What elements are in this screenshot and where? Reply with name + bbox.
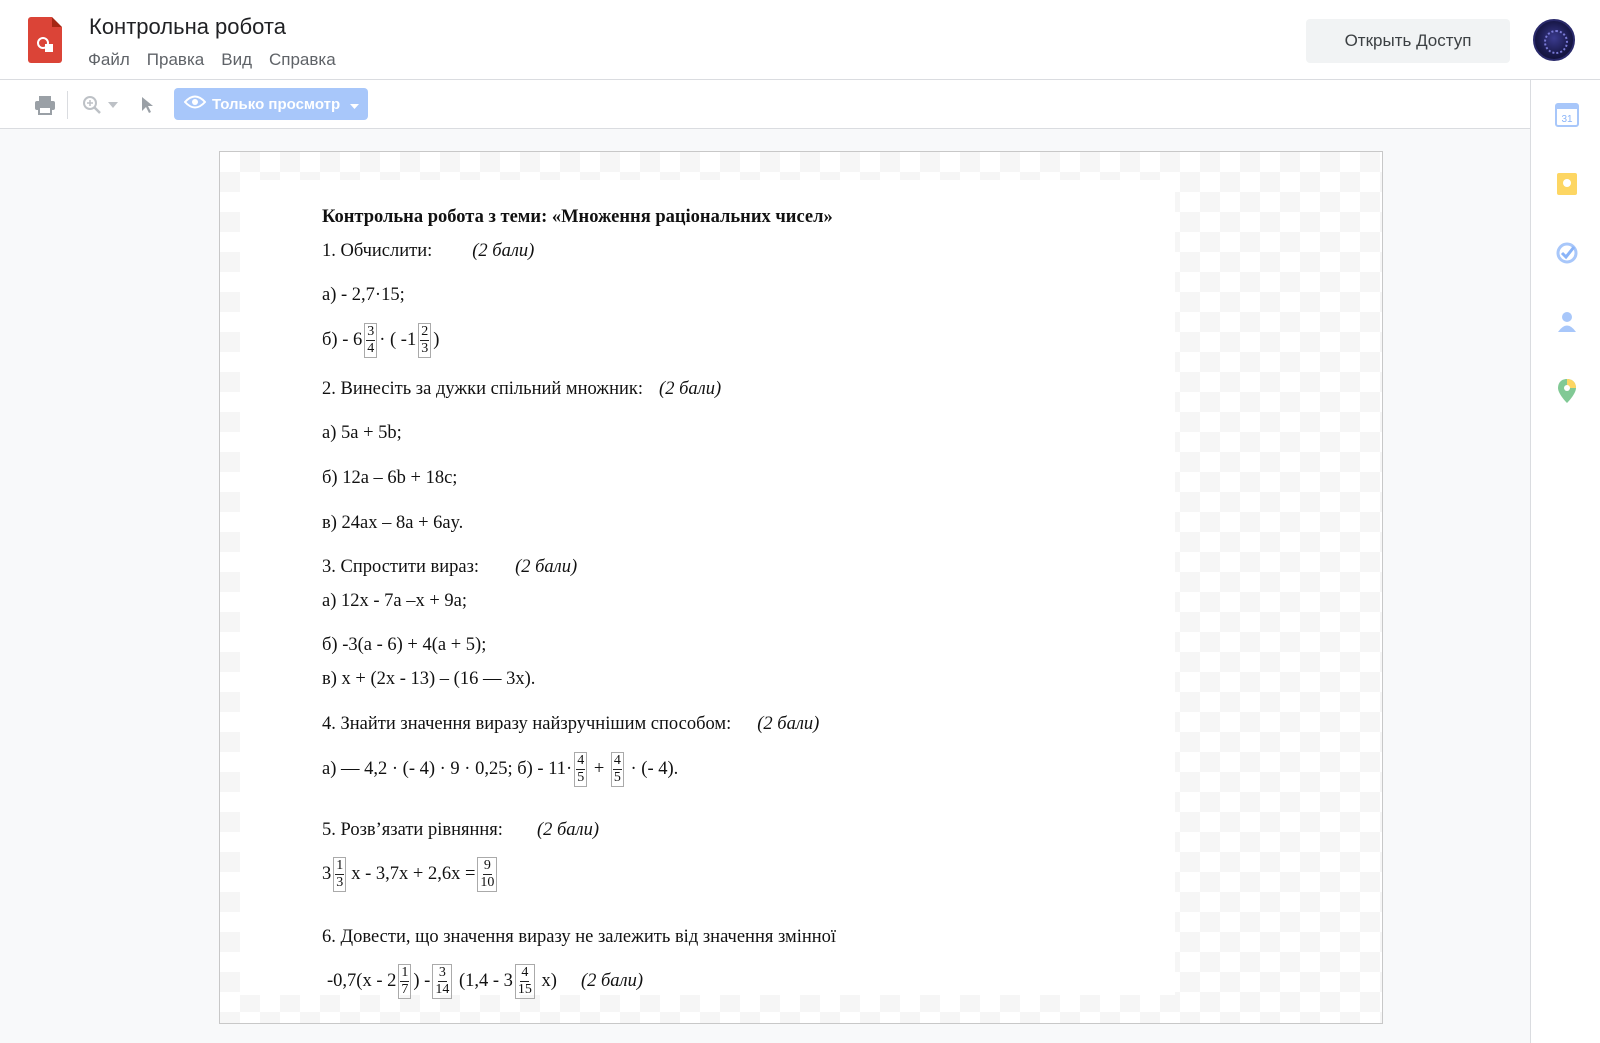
calendar-icon[interactable] (1554, 102, 1580, 128)
task-3-text: 3. Спростити вираз: (322, 557, 480, 577)
task-1b-end: ) (433, 330, 440, 351)
fraction (333, 857, 346, 892)
zoom-icon[interactable] (80, 93, 104, 117)
view-only-button[interactable] (174, 88, 368, 120)
fraction (418, 323, 431, 358)
task-1b-middle: · ( -1 (379, 330, 417, 351)
fraction-denominator: 10 (480, 875, 495, 890)
task-4-points: (2 бали) (757, 714, 820, 734)
calendar-day: 31 (1561, 114, 1573, 125)
fraction-numerator: 3 (438, 965, 446, 980)
menu-file[interactable]: Файл (88, 50, 130, 69)
fraction (611, 752, 624, 787)
task-5-equation (322, 857, 499, 892)
menu-view[interactable]: Вид (221, 50, 252, 69)
task-2-points: (2 бали) (659, 379, 722, 399)
fraction (364, 323, 377, 358)
task-3a: а) 12х - 7а –х + 9а; (322, 591, 468, 611)
document-heading: Контрольна робота з теми: «Множення раціональних чисел» (322, 207, 833, 227)
top-bar (0, 0, 1600, 80)
fraction (432, 964, 452, 999)
fraction (398, 964, 411, 999)
toolbar (0, 80, 1530, 129)
task-1b-prefix: б) - 6 (322, 330, 363, 351)
task-1-text: 1. Обчислити: (322, 241, 433, 261)
task-6-prefix: -0,7(х - 2 (327, 971, 397, 992)
task-4-text: 4. Знайти значення виразу найзручнішим способом: (322, 714, 732, 734)
task-2 (322, 378, 721, 400)
view-only-label: Только просмотр (212, 95, 341, 113)
task-4-middle: + (589, 759, 609, 780)
fraction-denominator: 5 (613, 770, 621, 785)
eye-icon (184, 95, 206, 113)
contacts-icon[interactable] (1554, 309, 1580, 335)
pointer-icon[interactable] (136, 93, 160, 117)
fraction-numerator: 1 (401, 965, 409, 980)
fraction-numerator: 1 (336, 858, 344, 873)
task-4 (322, 713, 819, 735)
task-6: 6. Довести, що значення виразу не залежить від значення змінної (322, 927, 837, 947)
task-5 (322, 819, 599, 841)
document-title: Контрольна робота (89, 14, 286, 39)
task-1a: а) - 2,7·15; (322, 285, 405, 305)
fraction-numerator: 2 (421, 324, 429, 339)
fraction-denominator: 14 (435, 982, 450, 997)
task-2a: а) 5а + 5b; (322, 423, 402, 443)
print-icon[interactable] (33, 93, 57, 117)
task-6-points: (2 бали) (580, 971, 644, 992)
menu-bar (88, 50, 336, 70)
task-6-part-c: х) (536, 971, 557, 992)
document-page (219, 151, 1383, 1024)
task-6-expression (327, 964, 643, 999)
fraction-denominator: 5 (577, 770, 585, 785)
task-2-text: 2. Винесіть за дужки спільний множник: (322, 379, 644, 399)
task-2b: б) 12а – 6b + 18с; (322, 468, 458, 488)
fraction (574, 752, 587, 787)
fraction-denominator: 7 (401, 982, 409, 997)
task-3 (322, 556, 577, 578)
chevron-down-icon (350, 96, 359, 113)
maps-icon[interactable] (1554, 378, 1580, 404)
side-panel (1530, 80, 1600, 1043)
fraction-numerator: 3 (367, 324, 375, 339)
keep-icon[interactable] (1554, 171, 1580, 197)
share-button[interactable]: Открыть Доступ (1306, 19, 1510, 63)
avatar[interactable] (1533, 19, 1575, 61)
task-5-prefix: 3 (322, 864, 332, 885)
task-5-text: 5. Розв’язати рівняння: (322, 820, 503, 840)
document-content-area (240, 180, 1175, 995)
fraction (515, 964, 535, 999)
menu-help[interactable]: Справка (269, 50, 336, 69)
fraction (477, 857, 497, 892)
chevron-down-icon[interactable] (106, 93, 120, 117)
task-5-middle: х - 3,7х + 2,6х = (351, 864, 476, 885)
fraction-denominator: 15 (517, 982, 532, 997)
toolbar-divider (67, 91, 68, 119)
task-6-part-b: (1,4 - 3 (454, 971, 513, 992)
drive-viewer-logo-icon[interactable] (28, 17, 62, 63)
task-2c: в) 24ах – 8а + 6аy. (322, 513, 464, 533)
fraction-denominator: 4 (367, 341, 375, 356)
task-4-prefix: а) — 4,2 · (- 4) · 9 · 0,25; б) - 11· (322, 759, 573, 780)
task-1-points: (2 бали) (472, 241, 535, 261)
fraction-numerator: 9 (483, 858, 491, 873)
task-5-points: (2 бали) (536, 820, 600, 840)
fraction-denominator: 3 (421, 341, 429, 356)
fraction-numerator: 4 (613, 753, 621, 768)
task-4-end: · (- 4). (625, 759, 679, 780)
task-3b: б) -3(а - 6) + 4(а + 5); (322, 635, 487, 655)
task-3-points: (2 бали) (515, 557, 578, 577)
task-1 (322, 240, 534, 262)
fraction-numerator: 4 (521, 965, 529, 980)
fraction-numerator: 4 (577, 753, 585, 768)
fraction-denominator: 3 (336, 875, 344, 890)
task-1b (322, 323, 439, 358)
tasks-icon[interactable] (1554, 240, 1580, 266)
task-3c: в) х + (2х - 13) – (16 — 3х). (322, 669, 536, 689)
task-4-expression (322, 752, 678, 787)
menu-edit[interactable]: Правка (146, 50, 205, 69)
task-6-part-a: ) - (413, 971, 431, 992)
